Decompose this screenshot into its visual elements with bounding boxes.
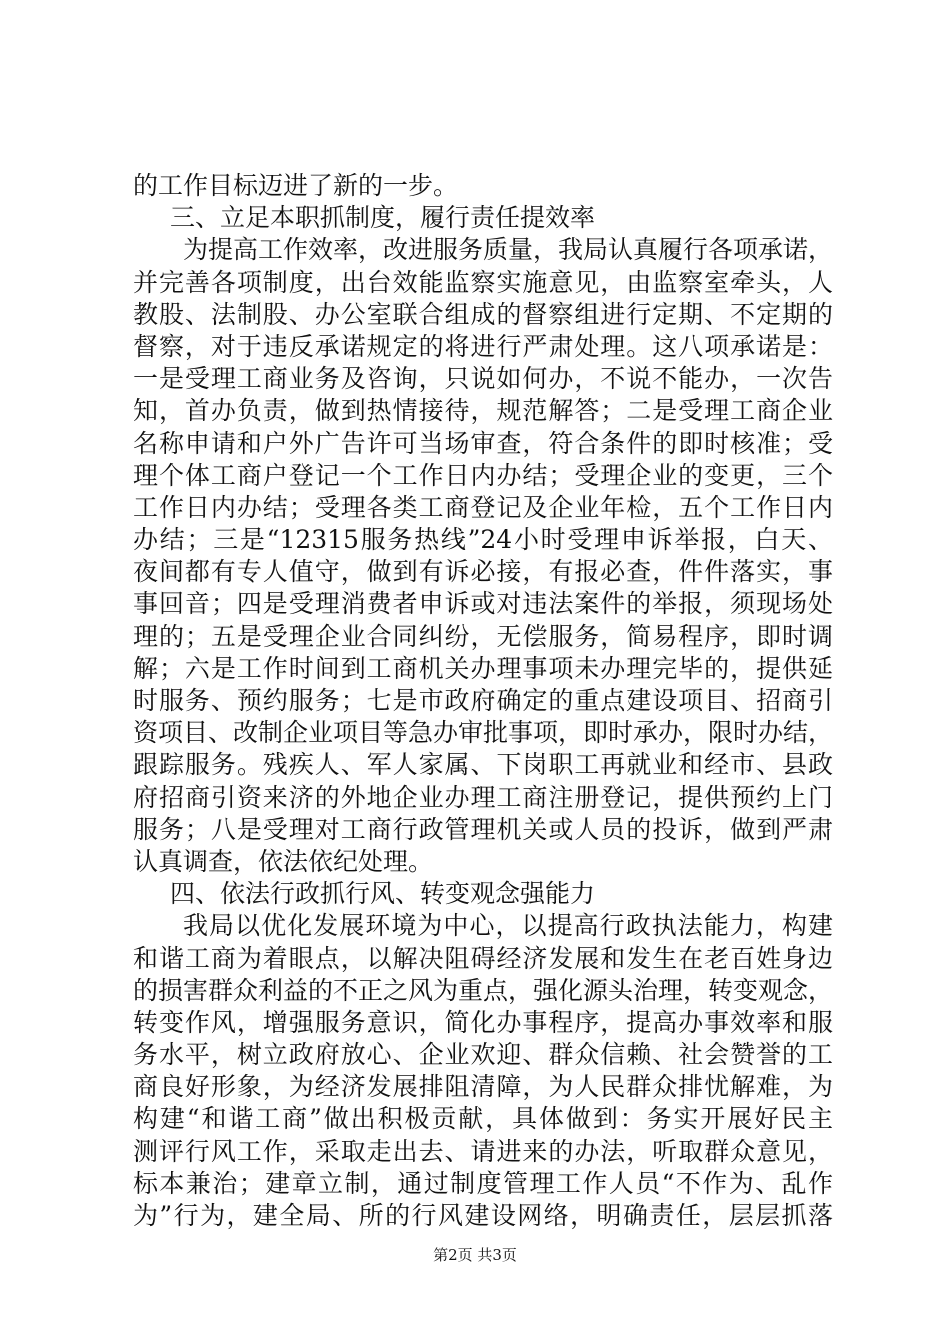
text-line: 测评行风工作，采取走出去、请进来的办法，听取群众意见， (133, 1136, 833, 1166)
text-line: 办结；三是“12315服务热线”24小时受理申诉举报，白天、 (133, 525, 833, 555)
text-line: 知，首办负责，做到热情接待，规范解答；二是受理工商企业 (133, 396, 833, 426)
text-line: 理的；五是受理企业合同纠纷，无偿服务，简易程序，即时调 (133, 621, 833, 651)
text-line: 一是受理工商业务及咨询，只说如何办，不说不能办，一次告 (133, 364, 833, 394)
text-line: 解；六是工作时间到工商机关办理事项未办理完毕的，提供延 (133, 653, 833, 683)
text-line: 服务；八是受理对工商行政管理机关或人员的投诉，做到严肃 (133, 814, 833, 844)
text-line: 教股、法制股、办公室联合组成的督察组进行定期、不定期的 (133, 299, 833, 329)
text-line: 跟踪服务。残疾人、军人家属、下岗职工再就业和经市、县政 (133, 750, 833, 780)
text-line: 督察，对于违反承诺规定的将进行严肃处理。这八项承诺是： (133, 331, 833, 361)
text-line: 并完善各项制度，出台效能监察实施意见，由监察室牵头，人 (133, 267, 833, 297)
text-line: 资项目、改制企业项目等急办审批事项，即时承办，限时办结， (133, 718, 834, 748)
text-line: 构建“和谐工商”做出积极贡献，具体做到：务实开展好民主 (133, 1104, 833, 1134)
text-line: 商良好形象，为经济发展排阻清障，为人民群众排忧解难，为 (133, 1072, 833, 1102)
paragraph-first-line: 为提高工作效率，改进服务质量，我局认真履行各项承诺， (183, 235, 834, 265)
text-line: 务水平，树立政府放心、企业欢迎、群众信赖、社会赞誉的工 (133, 1040, 833, 1070)
text-line: 理个体工商户登记一个工作日内办结；受理企业的变更，三个 (133, 460, 833, 490)
text-line: 为”行为，建全局、所的行风建设网络，明确责任，层层抓落 (133, 1201, 833, 1230)
page-number: 第2页 共3页 (433, 1246, 517, 1264)
text-line: 事回音；四是受理消费者申诉或对违法案件的举报，须现场处 (133, 589, 833, 619)
text-line: 时服务、预约服务；七是市政府确定的重点建设项目、招商引 (133, 686, 833, 715)
text-line: 的损害群众利益的不正之风为重点，强化源头治理，转变观念， (133, 975, 834, 1005)
text-line: 工作日内办结；受理各类工商登记及企业年检，五个工作日内 (133, 492, 833, 522)
text-line: 标本兼治；建章立制，通过制度管理工作人员“不作为、乱作 (133, 1168, 833, 1198)
text-line: 夜间都有专人值守，做到有诉必接，有报必查，件件落实，事 (133, 557, 833, 587)
paragraph-first-line: 我局以优化发展环境为中心，以提高行政执法能力，构建 (183, 911, 833, 941)
text-line: 认真调查，依法依纪处理。 (133, 846, 434, 876)
document-body (133, 170, 833, 1232)
text-line: 的工作目标迈进了新的一步。 (133, 171, 459, 200)
section-heading: 四、依法行政抓行风、转变观念强能力 (170, 879, 596, 909)
section-heading: 三、立足本职抓制度，履行责任提效率 (170, 203, 596, 233)
text-line: 府招商引资来济的外地企业办理工商注册登记，提供预约上门 (133, 782, 833, 812)
page-footer (0, 1245, 950, 1265)
text-line: 和谐工商为着眼点，以解决阻碍经济发展和发生在老百姓身边 (133, 943, 833, 973)
text-line: 转变作风，增强服务意识，简化办事程序，提高办事效率和服 (133, 1007, 833, 1037)
text-line: 名称申请和户外广告许可当场审查，符合条件的即时核准；受 (133, 428, 833, 458)
